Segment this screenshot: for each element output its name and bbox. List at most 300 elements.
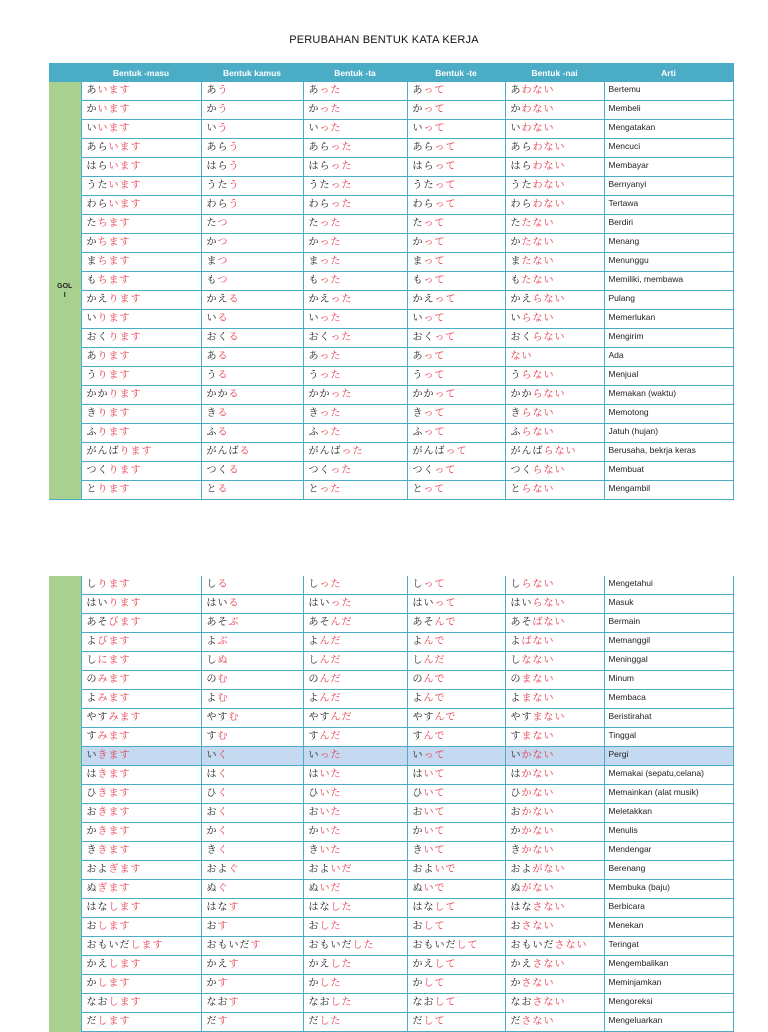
cell-te	[407, 177, 505, 196]
verb-ending: いて	[423, 788, 446, 799]
verb-ending: ぐ	[217, 883, 229, 894]
cell-masu	[81, 329, 201, 348]
cell-masu	[81, 234, 201, 253]
verb-stem: はら	[86, 161, 109, 172]
cell-kamus	[201, 101, 303, 120]
verb-stem: の	[206, 674, 218, 685]
verb-stem: やす	[308, 712, 331, 723]
verb-ending: たない	[521, 256, 555, 267]
verb-stem: き	[86, 845, 98, 856]
verb-ending: います	[108, 180, 142, 191]
cell-ta	[303, 272, 407, 291]
cell-kamus	[201, 595, 303, 614]
cell-te	[407, 234, 505, 253]
verb-stem: い	[86, 123, 98, 134]
cell-kamus	[201, 82, 303, 101]
cell-kamus	[201, 120, 303, 139]
verb-stem: き	[308, 408, 320, 419]
table-row	[49, 899, 733, 918]
cell-arti: Mendengar	[604, 842, 733, 861]
verb-ending: って	[423, 85, 446, 96]
table-row	[49, 956, 733, 975]
verb-ending: る	[217, 408, 229, 419]
group-label-cell	[49, 82, 81, 500]
verb-ending: さない	[521, 1016, 555, 1027]
verb-stem: がんば	[510, 446, 544, 457]
cell-ta	[303, 158, 407, 177]
cell-arti: Memotong	[604, 405, 733, 424]
verb-ending: って	[434, 389, 457, 400]
verb-ending: う	[228, 199, 240, 210]
table-row	[49, 785, 733, 804]
verb-stem: あ	[412, 85, 424, 96]
cell-nai	[505, 386, 604, 405]
verb-stem: は	[510, 769, 522, 780]
verb-stem: の	[510, 674, 522, 685]
verb-stem: はい	[86, 598, 109, 609]
verb-ending: んだ	[330, 712, 353, 723]
verb-ending: った	[319, 579, 342, 590]
verb-stem: か	[86, 978, 98, 989]
verb-ending: らない	[521, 484, 555, 495]
verb-ending: します	[108, 902, 142, 913]
verb-ending: います	[97, 85, 131, 96]
cell-te	[407, 120, 505, 139]
verb-ending: した	[319, 978, 342, 989]
verb-ending: わない	[532, 142, 566, 153]
verb-stem: す	[510, 731, 522, 742]
verb-stem: い	[510, 123, 522, 134]
verb-ending: す	[228, 997, 240, 1008]
verb-ending: らない	[521, 408, 555, 419]
verb-stem: か	[308, 826, 320, 837]
verb-ending: わない	[532, 199, 566, 210]
verb-stem: はい	[412, 598, 435, 609]
verb-ending: した	[319, 1016, 342, 1027]
cell-te	[407, 709, 505, 728]
verb-stem: お	[308, 921, 320, 932]
cell-masu	[81, 861, 201, 880]
cell-arti: Menunggu	[604, 253, 733, 272]
verb-stem: ぬ	[510, 883, 522, 894]
verb-stem: つく	[412, 465, 435, 476]
cell-kamus	[201, 918, 303, 937]
table-row	[49, 652, 733, 671]
verb-stem: か	[412, 237, 424, 248]
cell-ta	[303, 310, 407, 329]
verb-stem: だ	[206, 1016, 218, 1027]
cell-masu	[81, 462, 201, 481]
cell-nai	[505, 975, 604, 994]
verb-stem: い	[86, 750, 98, 761]
verb-ending: った	[319, 427, 342, 438]
cell-te	[407, 804, 505, 823]
cell-kamus	[201, 823, 303, 842]
verb-ending: って	[434, 180, 457, 191]
table-row	[49, 424, 733, 443]
verb-ending: きます	[97, 807, 131, 818]
cell-kamus	[201, 386, 303, 405]
verb-ending: つ	[217, 218, 229, 229]
verb-ending: んだ	[319, 674, 342, 685]
verb-stem: よ	[308, 636, 320, 647]
verb-ending: って	[423, 104, 446, 115]
verb-ending: んで	[423, 674, 446, 685]
verb-ending: って	[423, 351, 446, 362]
verb-stem: ぬ	[206, 883, 218, 894]
verb-ending: って	[423, 237, 446, 248]
verb-stem: はな	[86, 902, 109, 913]
verb-ending: った	[319, 123, 342, 134]
verb-stem: はい	[308, 598, 331, 609]
table-row	[49, 196, 733, 215]
table-row	[49, 177, 733, 196]
verb-stem: あそ	[86, 617, 109, 628]
cell-arti: Minum	[604, 671, 733, 690]
cell-nai	[505, 234, 604, 253]
cell-ta	[303, 747, 407, 766]
cell-nai	[505, 348, 604, 367]
verb-stem: あ	[206, 351, 218, 362]
table-row	[49, 82, 733, 101]
cell-masu	[81, 842, 201, 861]
table-row	[49, 918, 733, 937]
verb-ending: いて	[423, 807, 446, 818]
cell-masu	[81, 120, 201, 139]
cell-te	[407, 1013, 505, 1032]
cell-te	[407, 766, 505, 785]
cell-kamus	[201, 139, 303, 158]
verb-stem: わら	[86, 199, 109, 210]
verb-stem: かえ	[86, 294, 109, 305]
verb-stem: い	[510, 313, 522, 324]
cell-masu	[81, 1013, 201, 1032]
cell-masu	[81, 101, 201, 120]
verb-ending: った	[319, 256, 342, 267]
verb-stem: ま	[206, 256, 218, 267]
verb-stem: およ	[86, 864, 109, 875]
cell-te	[407, 823, 505, 842]
verb-ending: ります	[108, 598, 142, 609]
table-row	[49, 253, 733, 272]
cell-masu	[81, 652, 201, 671]
verb-stem: はら	[412, 161, 435, 172]
cell-te	[407, 462, 505, 481]
cell-masu	[81, 348, 201, 367]
verb-stem: うた	[412, 180, 435, 191]
verb-stem: かえ	[510, 294, 533, 305]
verb-stem: は	[206, 769, 218, 780]
verb-ending: って	[423, 313, 446, 324]
cell-masu	[81, 595, 201, 614]
verb-ending: して	[434, 902, 457, 913]
cell-arti: Mengetahui	[604, 576, 733, 595]
verb-stem: か	[206, 104, 218, 115]
cell-masu	[81, 272, 201, 291]
verb-ending: る	[217, 370, 229, 381]
table-row	[49, 310, 733, 329]
table-row	[49, 291, 733, 310]
verb-ending: らない	[521, 579, 555, 590]
cell-te	[407, 728, 505, 747]
verb-ending: った	[330, 180, 353, 191]
verb-stem: よ	[412, 636, 424, 647]
cell-ta	[303, 633, 407, 652]
cell-masu	[81, 918, 201, 937]
verb-ending: ちます	[97, 237, 131, 248]
verb-ending: って	[423, 579, 446, 590]
verb-ending: る	[217, 579, 229, 590]
cell-nai	[505, 215, 604, 234]
verb-ending: きます	[97, 845, 131, 856]
verb-ending: します	[97, 921, 131, 932]
table-row	[49, 329, 733, 348]
verb-ending: す	[228, 902, 240, 913]
verb-stem: かか	[206, 389, 229, 400]
cell-ta	[303, 652, 407, 671]
cell-kamus	[201, 348, 303, 367]
verb-ending: す	[228, 959, 240, 970]
verb-stem: と	[206, 484, 218, 495]
cell-arti: Teringat	[604, 937, 733, 956]
group-header-cell	[49, 63, 81, 82]
verb-ending: った	[319, 237, 342, 248]
verb-ending: って	[423, 427, 446, 438]
verb-stem: も	[412, 275, 424, 286]
verb-ending: さない	[521, 978, 555, 989]
verb-ending: さない	[532, 959, 566, 970]
verb-stem: お	[412, 807, 424, 818]
verb-ending: って	[434, 332, 457, 343]
cell-arti: Meminjamkan	[604, 975, 733, 994]
cell-masu	[81, 804, 201, 823]
verb-ending: かない	[521, 750, 555, 761]
verb-stem: だ	[412, 1016, 424, 1027]
cell-masu	[81, 975, 201, 994]
cell-te	[407, 690, 505, 709]
verb-ending: る	[228, 332, 240, 343]
verb-ending: つ	[217, 237, 229, 248]
verb-stem: う	[308, 370, 320, 381]
cell-nai	[505, 804, 604, 823]
cell-masu	[81, 956, 201, 975]
cell-te	[407, 671, 505, 690]
verb-stem: おく	[86, 332, 109, 343]
verb-ending: ばない	[532, 617, 566, 628]
cell-masu	[81, 367, 201, 386]
cell-nai	[505, 918, 604, 937]
verb-stem: うた	[206, 180, 229, 191]
cell-masu	[81, 215, 201, 234]
cell-kamus	[201, 690, 303, 709]
cell-masu	[81, 82, 201, 101]
verb-ending: きます	[97, 788, 131, 799]
cell-nai	[505, 120, 604, 139]
verb-ending: って	[434, 465, 457, 476]
verb-stem: やす	[412, 712, 435, 723]
verb-stem: だ	[86, 1016, 98, 1027]
verb-table-group-1	[49, 63, 734, 500]
verb-ending: して	[423, 921, 446, 932]
cell-te	[407, 310, 505, 329]
cell-kamus	[201, 1013, 303, 1032]
verb-ending: って	[423, 275, 446, 286]
verb-stem: およ	[308, 864, 331, 875]
cell-nai	[505, 614, 604, 633]
table-row	[49, 842, 733, 861]
cell-ta	[303, 975, 407, 994]
cell-arti: Mengambil	[604, 481, 733, 500]
cell-kamus	[201, 234, 303, 253]
verb-ending: ぶ	[217, 636, 229, 647]
cell-ta	[303, 215, 407, 234]
verb-ending: きます	[97, 769, 131, 780]
verb-stem: うた	[86, 180, 109, 191]
verb-stem: よ	[206, 693, 218, 704]
cell-ta	[303, 291, 407, 310]
verb-ending: す	[217, 921, 229, 932]
cell-te	[407, 158, 505, 177]
cell-ta	[303, 253, 407, 272]
verb-ending: わない	[532, 180, 566, 191]
cell-kamus	[201, 405, 303, 424]
cell-arti: Mengatakan	[604, 120, 733, 139]
cell-te	[407, 367, 505, 386]
verb-ending: んで	[434, 712, 457, 723]
verb-stem: やす	[206, 712, 229, 723]
verb-stem: はい	[510, 598, 533, 609]
cell-kamus	[201, 861, 303, 880]
verb-ending: って	[423, 750, 446, 761]
cell-arti: Menang	[604, 234, 733, 253]
cell-nai	[505, 576, 604, 595]
cell-ta	[303, 709, 407, 728]
verb-stem: うた	[510, 180, 533, 191]
cell-ta	[303, 481, 407, 500]
table-row	[49, 481, 733, 500]
verb-stem: ま	[308, 256, 320, 267]
cell-nai	[505, 1013, 604, 1032]
verb-stem: し	[308, 655, 320, 666]
cell-nai	[505, 367, 604, 386]
cell-te	[407, 215, 505, 234]
cell-masu	[81, 576, 201, 595]
cell-ta	[303, 671, 407, 690]
verb-ending: って	[434, 161, 457, 172]
verb-ending: って	[445, 446, 468, 457]
table-row	[49, 386, 733, 405]
verb-ending: む	[217, 674, 229, 685]
verb-ending: った	[330, 465, 353, 476]
cell-ta	[303, 234, 407, 253]
cell-arti: Membayar	[604, 158, 733, 177]
verb-ending: らない	[521, 370, 555, 381]
cell-masu	[81, 386, 201, 405]
verb-ending: ぐ	[228, 864, 240, 875]
verb-ending: った	[319, 104, 342, 115]
verb-stem: よ	[86, 693, 98, 704]
verb-ending: つ	[217, 256, 229, 267]
verb-ending: ります	[97, 351, 131, 362]
verb-stem: す	[206, 731, 218, 742]
verb-stem: し	[412, 579, 424, 590]
verb-ending: にます	[97, 655, 131, 666]
verb-ending: う	[217, 123, 229, 134]
verb-ending: まない	[521, 731, 555, 742]
verb-ending: く	[217, 769, 229, 780]
verb-stem: おく	[308, 332, 331, 343]
verb-ending: って	[423, 123, 446, 134]
verb-ending: って	[434, 199, 457, 210]
verb-stem: かえ	[206, 294, 229, 305]
verb-stem: か	[510, 826, 522, 837]
verb-ending: いて	[423, 845, 446, 856]
verb-stem: か	[86, 104, 98, 115]
verb-ending: みます	[97, 693, 131, 704]
verb-ending: かない	[521, 807, 555, 818]
cell-arti: Meninggal	[604, 652, 733, 671]
verb-ending: った	[319, 351, 342, 362]
verb-stem: た	[412, 218, 424, 229]
table-row	[49, 690, 733, 709]
verb-ending: く	[217, 826, 229, 837]
verb-stem: か	[206, 237, 218, 248]
verb-ending: った	[319, 484, 342, 495]
table-row	[49, 215, 733, 234]
verb-stem: お	[86, 921, 98, 932]
verb-stem: あら	[412, 142, 435, 153]
cell-ta	[303, 994, 407, 1013]
verb-stem: ふ	[412, 427, 424, 438]
table-row	[49, 1013, 733, 1032]
verb-stem: も	[86, 275, 98, 286]
verb-ending: した	[319, 921, 342, 932]
verb-ending: います	[108, 199, 142, 210]
cell-kamus	[201, 994, 303, 1013]
verb-stem: し	[206, 579, 218, 590]
verb-ending: った	[319, 313, 342, 324]
cell-te	[407, 918, 505, 937]
verb-stem: かか	[412, 389, 435, 400]
cell-arti: Berdiri	[604, 215, 733, 234]
verb-stem: し	[510, 655, 522, 666]
verb-ending: る	[217, 313, 229, 324]
cell-te	[407, 443, 505, 462]
cell-arti: Berusaha, bekrja keras	[604, 443, 733, 462]
verb-stem: おもいだ	[510, 940, 555, 951]
verb-ending: います	[97, 104, 131, 115]
verb-stem: あそ	[206, 617, 229, 628]
cell-masu	[81, 291, 201, 310]
verb-stem: あら	[510, 142, 533, 153]
cell-ta	[303, 690, 407, 709]
verb-stem: あ	[86, 351, 98, 362]
cell-masu	[81, 747, 201, 766]
verb-stem: い	[86, 313, 98, 324]
verb-stem: お	[510, 807, 522, 818]
group-label-cell	[49, 576, 81, 1032]
verb-ending: らない	[543, 446, 577, 457]
verb-stem: かえ	[86, 959, 109, 970]
verb-stem: お	[510, 921, 522, 932]
cell-nai	[505, 671, 604, 690]
verb-stem: は	[86, 769, 98, 780]
cell-ta	[303, 120, 407, 139]
cell-arti: Tinggal	[604, 728, 733, 747]
verb-stem: ま	[412, 256, 424, 267]
verb-table-group-1-continued	[49, 576, 734, 1032]
verb-ending: ちます	[97, 218, 131, 229]
